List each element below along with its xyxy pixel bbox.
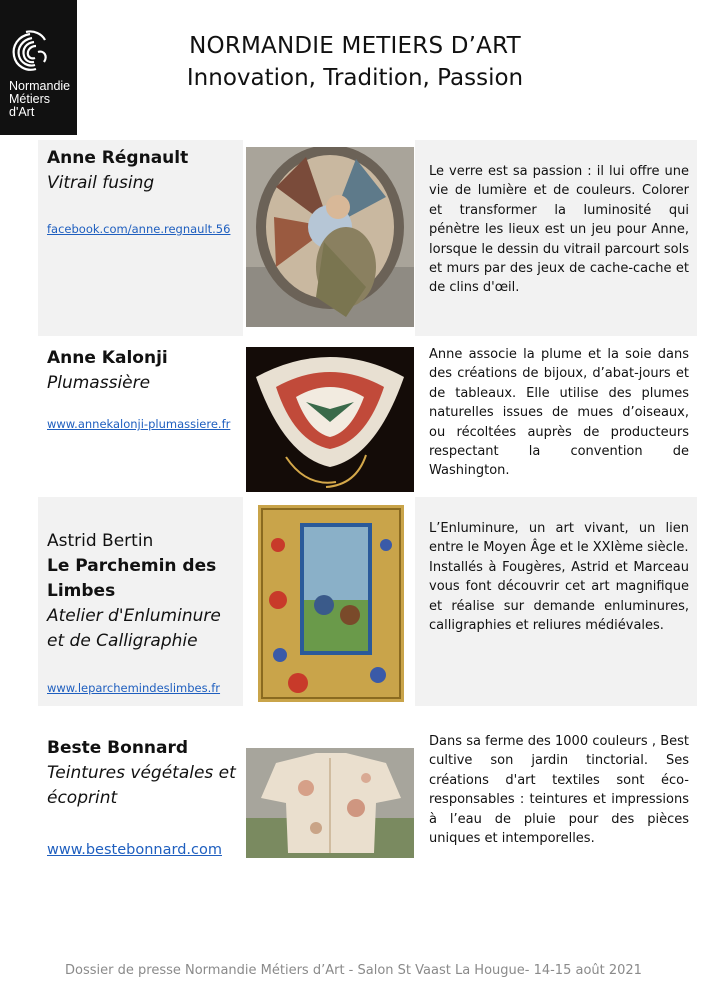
artisan-link[interactable]: www.annekalonji-plumassiere.fr (47, 417, 231, 431)
logo-text (9, 80, 70, 119)
photo-cell (243, 140, 415, 336)
description-cell (421, 140, 697, 336)
artisan-link[interactable]: www.leparchemindeslimbes.fr (47, 681, 221, 695)
artisan-person: Astrid Bertin (47, 531, 154, 551)
photo-feather-work (246, 347, 414, 492)
description-cell (421, 497, 697, 706)
logo-line-3: d'Art (9, 105, 35, 119)
logo (0, 0, 77, 135)
page-header (120, 30, 590, 94)
photo-illumination (258, 505, 404, 702)
photo-stained-glass (246, 147, 414, 327)
description-cell (421, 730, 697, 880)
artisan-link[interactable]: facebook.com/anne.regnault.56 (47, 222, 231, 236)
artisan-description (429, 519, 689, 635)
artisan-info (38, 730, 235, 880)
artisan-name: Anne Kalonji (47, 348, 168, 368)
logo-line-1: Normandie (9, 79, 71, 93)
artisan-link[interactable]: www.bestebonnard.com (47, 842, 222, 858)
photo-cell (243, 497, 415, 706)
artisan-craft: Atelier d'Enluminure et de Calligraphie (47, 606, 221, 651)
artisan-description: Anne associe la plume et la soie dans des créations de bijoux, d’abat-jours et de tableaux. Elle utilise des plumes naturelles issues de mues d’oiseaux, ou récoltées auprès de producteurs respectant la convention de Washington. (429, 347, 689, 479)
artisan-row-bonnard (38, 730, 697, 880)
description-paragraph-2: Installés à Fougères, Astrid et Marceau vous font découvrir cet art magnifique et réalise sur demande enluminures, calligraphies et reliures médiévales. (429, 559, 689, 634)
photo-cell (243, 730, 415, 880)
description-paragraph-1: L’Enluminure, un art vivant, un lien entre le Moyen Âge et le XXIème siècle. (429, 521, 689, 556)
artisan-name: Anne Régnault (47, 148, 189, 168)
artisan-description: Le verre est sa passion : il lui offre une vie de lumière et de couleurs. Colorer et transformer la luminosité qui pénètre les lieux est un jeu pour Anne, lorsque le dessin du vitrail parcourt sols et murs par des jeux de cache-cache et de clins d'œil. (429, 164, 689, 296)
artisan-row-kalonji (38, 340, 697, 492)
page-footer: Dossier de presse Normandie Métiers d’Art - Salon St Vaast La Hougue- 14-15 août 2021 (65, 963, 642, 978)
artisan-row-bertin (38, 497, 697, 706)
logo-spiral-icon (8, 28, 52, 76)
photo-textile (246, 748, 414, 858)
artisan-craft: Vitrail fusing (47, 173, 155, 193)
photo-cell (243, 340, 415, 492)
artisan-info (38, 497, 235, 706)
artisan-info (38, 340, 235, 492)
page-subtitle: Innovation, Tradition, Passion (186, 65, 524, 91)
artisan-description: Dans sa ferme des 1000 couleurs , Best cultive son jardin tinctorial. Ses créations d'art textiles sont éco-responsables : teintures et impressions à l’eau de pluie pour des pièces uniques et intemporelles. (429, 734, 689, 847)
artisan-name: Le Parchemin des Limbes (47, 556, 217, 601)
description-cell (421, 340, 697, 492)
logo-line-2: Métiers (9, 92, 50, 106)
artisan-craft: Plumassière (47, 373, 151, 393)
artisan-row-regnault (38, 140, 697, 336)
page-title: NORMANDIE METIERS D’ART (189, 33, 521, 59)
artisan-craft: Teintures végétales et écoprint (47, 763, 236, 808)
artisan-name: Beste Bonnard (47, 738, 189, 758)
artisan-info (38, 140, 235, 336)
